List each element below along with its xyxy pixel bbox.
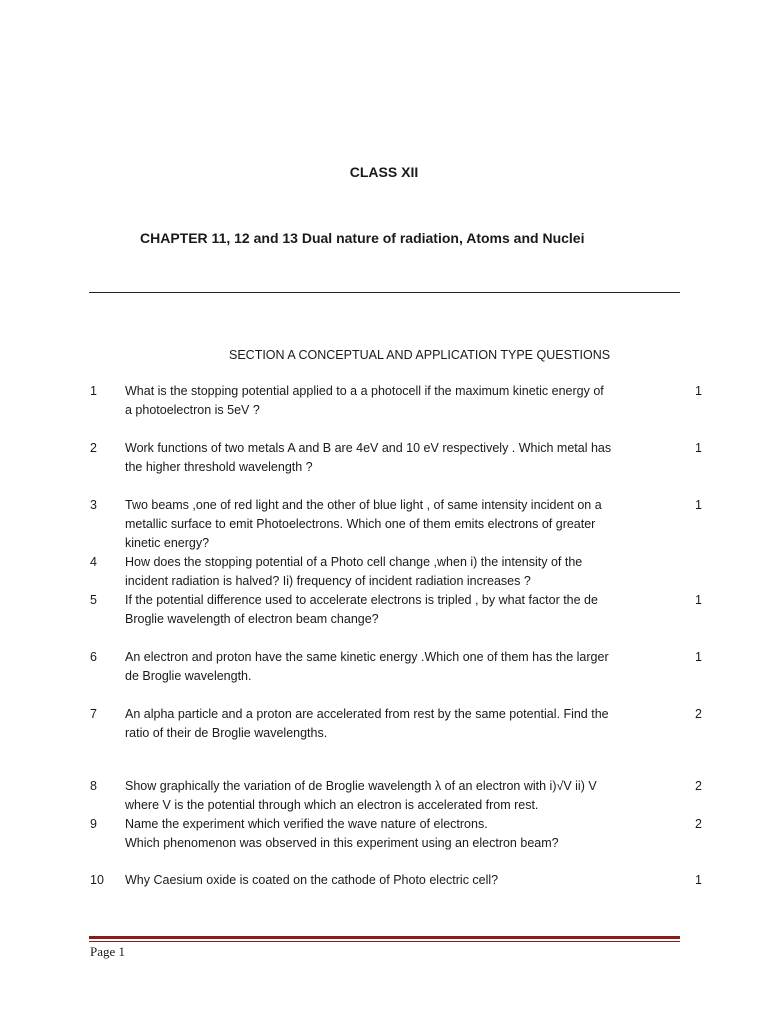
question-line: metallic surface to emit Photoelectrons. Which one of them emits electrons of greater [125, 517, 596, 531]
question-number: 5 [90, 593, 97, 607]
question-line: An alpha particle and a proton are accelerated from rest by the same potential. Find the [125, 707, 609, 721]
question-marks: 1 [695, 593, 702, 607]
question-number: 3 [90, 498, 97, 512]
question-marks: 1 [695, 441, 702, 455]
chapter-title: CHAPTER 11, 12 and 13 Dual nature of radiation, Atoms and Nuclei [140, 230, 585, 246]
question-line: kinetic energy? [125, 536, 210, 550]
question-line: What is the stopping potential applied to a a photocell if the maximum kinetic energy of [125, 384, 604, 398]
question-line: a photoelectron is 5eV ? [125, 403, 260, 417]
question-text [125, 815, 682, 853]
question-marks: 1 [695, 498, 702, 512]
question-text [125, 439, 682, 477]
question-line: An electron and proton have the same kinetic energy .Which one of them has the larger [125, 650, 609, 664]
question-marks: 1 [695, 650, 702, 664]
question-number: 9 [90, 817, 97, 831]
question-number: 8 [90, 779, 97, 793]
question-number: 4 [90, 555, 97, 569]
question-text [125, 705, 682, 743]
question-number: 1 [90, 384, 97, 398]
question-text [125, 777, 682, 815]
question-number: 7 [90, 707, 97, 721]
section-heading: SECTION A CONCEPTUAL AND APPLICATION TYPE QUESTIONS [229, 348, 611, 362]
question-line: If the potential difference used to accelerate electrons is tripled , by what factor the de [125, 593, 598, 607]
question-marks: 2 [695, 779, 702, 793]
question-marks: 1 [695, 384, 702, 398]
page-number-label: Page 1 [90, 944, 126, 959]
question-line: Why Caesium oxide is coated on the cathode of Photo electric cell? [125, 873, 499, 887]
question-marks: 2 [695, 707, 702, 721]
question-number: 2 [90, 441, 97, 455]
class-title: CLASS XII [349, 164, 419, 180]
question-text [125, 496, 682, 553]
question-line: where V is the potential through which an electron is accelerated from rest. [125, 798, 539, 812]
question-text [125, 591, 682, 629]
question-line: Broglie wavelength of electron beam change? [125, 612, 379, 626]
question-line: How does the stopping potential of a Photo cell change ,when i) the intensity of the [125, 555, 583, 569]
header-divider [89, 292, 680, 293]
question-line: Name the experiment which verified the wave nature of electrons. [125, 817, 488, 831]
question-line: incident radiation is halved? Ii) frequency of incident radiation increases ? [125, 574, 531, 588]
footer-divider-thin [89, 941, 680, 942]
question-text [125, 382, 682, 420]
question-line: Which phenomenon was observed in this experiment using an electron beam? [125, 836, 559, 850]
question-line: Two beams ,one of red light and the other of blue light , of same intensity incident on a [125, 498, 602, 512]
question-text [125, 553, 682, 591]
question-line: Work functions of two metals A and B are 4eV and 10 eV respectively . Which metal has [125, 441, 612, 455]
question-line: Show graphically the variation of de Broglie wavelength λ of an electron with i)√V ii) V [125, 779, 597, 793]
footer-divider-thick [89, 936, 680, 939]
question-text [125, 871, 682, 890]
question-line: ratio of their de Broglie wavelengths. [125, 726, 328, 740]
question-number: 10 [90, 873, 104, 887]
question-marks: 1 [695, 873, 702, 887]
question-line: the higher threshold wavelength ? [125, 460, 313, 474]
question-number: 6 [90, 650, 97, 664]
question-text [125, 648, 682, 686]
question-marks: 2 [695, 817, 702, 831]
question-line: de Broglie wavelength. [125, 669, 252, 683]
